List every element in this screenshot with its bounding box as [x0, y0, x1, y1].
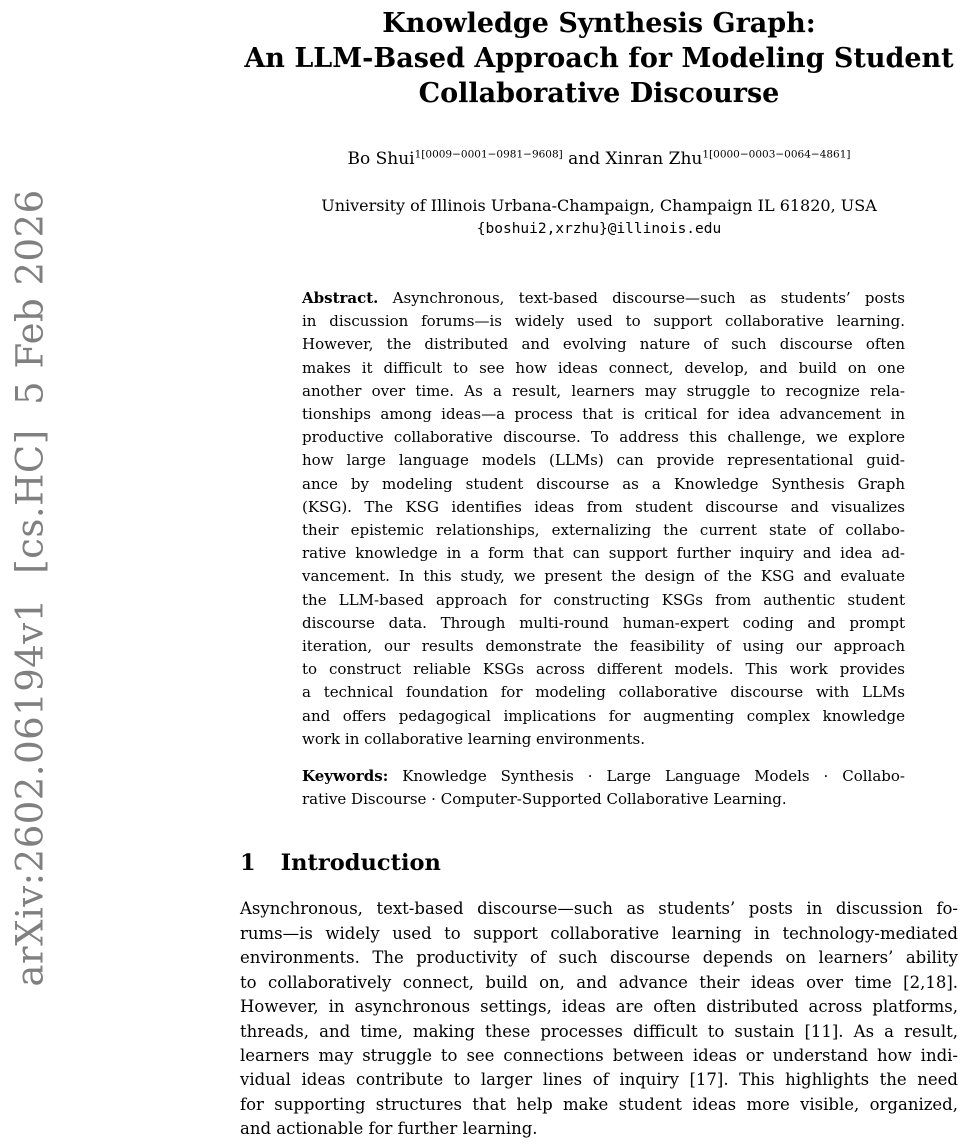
text-line: Asynchronous, text-based discourse—such as students’ posts in discussion fo- — [240, 899, 958, 919]
text-line: learners may struggle to see connections between ideas or understand how indi- — [240, 1045, 958, 1065]
text-line: makes it difficult to see how ideas connect, develop, and build on one — [302, 358, 905, 377]
text-line: for supporting structures that help make student ideas more visible, organized, — [240, 1094, 958, 1114]
author-1-name: Bo Shui — [347, 149, 415, 169]
title-line-1: Knowledge Synthesis Graph: — [382, 8, 816, 39]
author-separator: and — [562, 149, 606, 169]
text-line: environments. The productivity of such discourse depends on learners’ ability — [240, 948, 958, 968]
text-line: to collaboratively connect, build on, and advance their ideas over time [2,18]. — [240, 972, 958, 992]
author-2-name: Xinran Zhu — [605, 149, 703, 169]
text-line: and actionable for further learning. — [240, 1119, 538, 1139]
keywords-label: Keywords: — [302, 767, 389, 786]
arxiv-watermark: arXiv:2602.06194v1 [cs.HC] 5 Feb 2026 — [8, 189, 52, 987]
text-line: threads, and time, making these processes difficult to sustain [11]. As a result, — [240, 1021, 958, 1041]
keywords-body — [302, 788, 905, 811]
keywords-first-line — [302, 765, 905, 788]
text-line: rative knowledge in a form that can support further inquiry and idea ad- — [302, 544, 905, 563]
text-line: to construct reliable KSGs across different models. This work provides — [302, 660, 905, 679]
author-1-orcid: 1[0009−0001−0981−9608] — [414, 148, 563, 161]
keywords — [302, 765, 905, 811]
text-line: a technical foundation for modeling collaborative discourse with LLMs — [302, 683, 905, 702]
intro-paragraph — [240, 897, 958, 1141]
text-line: rative Discourse · Computer-Supported Collaborative Learning. — [302, 790, 787, 809]
text-line: how large language models (LLMs) can provide representational guid- — [302, 451, 905, 470]
abstract-first-line-text: Asynchronous, text-based discourse—such as students’ posts — [392, 289, 905, 307]
title-line-2: An LLM-Based Approach for Modeling Student — [244, 43, 954, 74]
text-line: and offers pedagogical implications for augmenting complex knowledge — [302, 706, 905, 725]
text-line: vidual ideas contribute to larger lines of inquiry [17]. This highlights the need — [240, 1070, 958, 1090]
text-line: tionships among ideas—a process that is critical for idea advancement in — [302, 405, 905, 424]
text-line: (KSG). The KSG identifies ideas from student discourse and visualizes — [302, 497, 905, 516]
text-line: their epistemic relationships, externalizing the current state of collabo- — [302, 521, 905, 540]
abstract-first-line — [302, 287, 905, 310]
text-line: However, the distributed and evolving nature of such discourse often — [302, 335, 905, 354]
text-line: work in collaborative learning environments. — [302, 729, 645, 748]
email-line: {boshui2,xrzhu}@illinois.edu — [476, 221, 722, 237]
paper-title — [240, 6, 958, 111]
title-line-3: Collaborative Discourse — [418, 78, 780, 109]
author-2-orcid: 1[0000−0003−0064−4861] — [702, 148, 851, 161]
text-line: rums—is widely used to support collaborative learning in technology-mediated — [240, 923, 958, 943]
text-line: the LLM-based approach for constructing KSGs from authentic student — [302, 590, 905, 609]
abstract-body — [302, 310, 905, 751]
section-title: Introduction — [280, 850, 441, 877]
text-line: productive collaborative discourse. To address this challenge, we explore — [302, 428, 905, 447]
text-line: in discussion forums—is widely used to support collaborative learning. — [302, 312, 905, 331]
section-1-heading — [240, 848, 958, 878]
keywords-first-line-text: Knowledge Synthesis · Large Language Models · Collabo- — [402, 767, 905, 786]
affiliation: University of Illinois Urbana-Champaign, Champaign IL 61820, USA — [321, 196, 877, 215]
text-line: ance by modeling student discourse as a Knowledge Synthesis Graph — [302, 474, 905, 493]
text-line: vancement. In this study, we present the design of the KSG and evaluate — [302, 567, 905, 586]
text-line: However, in asynchronous settings, ideas are often distributed across platforms, — [240, 997, 958, 1017]
text-line: another over time. As a result, learners may struggle to recognize rela- — [302, 381, 905, 400]
abstract — [302, 287, 905, 751]
author-line — [240, 147, 958, 171]
text-line: discourse data. Through multi-round human-expert coding and prompt — [302, 613, 905, 632]
text-line: iteration, our results demonstrate the feasibility of using our approach — [302, 637, 905, 656]
paper-content — [240, 0, 958, 1142]
abstract-label: Abstract. — [302, 289, 379, 307]
section-number: 1 — [240, 850, 256, 877]
